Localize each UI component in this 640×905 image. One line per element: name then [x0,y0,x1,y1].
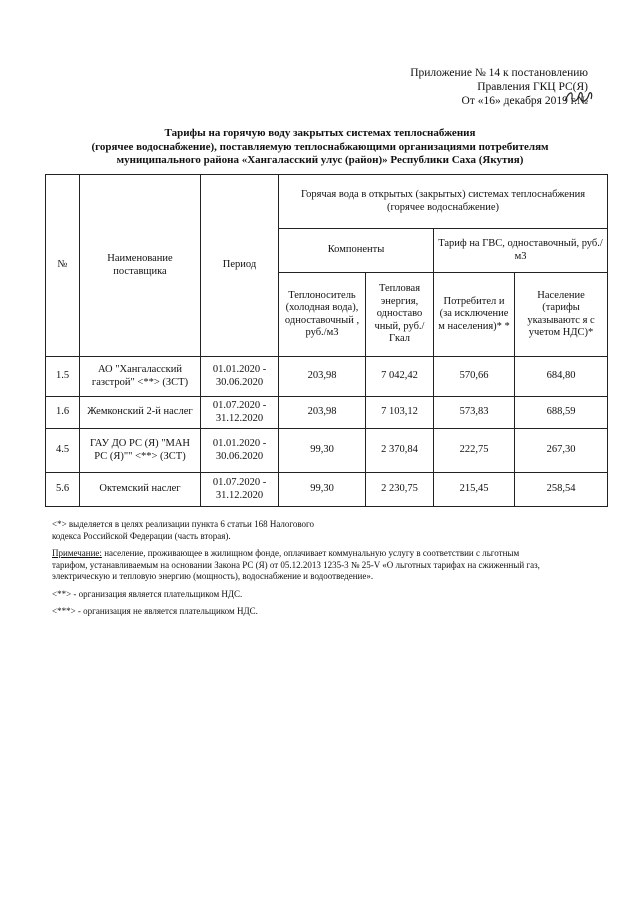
footnote-vat [52,519,640,542]
header-num: № [46,175,80,357]
remark-line-2: тарифом, устанавливаемым на основании Закона РС (Я) от 05.12.2013 1235-3 № 25-V «О льготных тарифах на сжиженный газ, [52,559,540,570]
header-components: Компоненты [279,229,434,273]
appendix-line-1: Приложение № 14 к постановлению [410,67,588,79]
footnote-vat-payer: <**> - организация является плательщиком НДС. [52,588,243,599]
row-energy: 7 103,12 [366,397,434,429]
table-row [46,473,608,507]
appendix-line-3: От «16» декабря 2019 г.№ [461,95,588,107]
table-row [46,357,608,397]
tariff-table [45,174,608,507]
table-row [46,429,608,473]
table-row [46,397,608,429]
row-coolant: 99,30 [279,429,366,473]
row-supplier: ГАУ ДО РС (Я) "МАН РС (Я)"" <**> (ЗСТ) [80,429,201,473]
header-tariff: Тариф на ГВС, одноставочный, руб./м3 [434,229,608,273]
header-hot-water-group: Горячая вода в открытых (закрытых) системах теплоснабжения (горячее водоснабжение) [279,175,608,229]
row-consumers: 573,83 [434,397,515,429]
footnotes [52,519,640,624]
row-population: 684,80 [515,357,608,397]
row-consumers: 570,66 [434,357,515,397]
row-period: 01.07.2020 - 31.12.2020 [201,397,279,429]
row-population: 258,54 [515,473,608,507]
row-consumers: 215,45 [434,473,515,507]
row-num: 1.6 [46,397,80,429]
row-supplier: Жемконский 2-й наслег [80,397,201,429]
header-consumers: Потребител и (за исключение м населения)* * [434,273,515,357]
title-line-2: (горячее водоснабжение), поставляемую теплоснабжающими организациями потребителям [91,140,549,153]
footnote-vat-line-2: кодекса Российской Федерации (часть вторая). [52,530,231,541]
row-energy: 7 042,42 [366,357,434,397]
row-period: 01.01.2020 - 30.06.2020 [201,429,279,473]
row-coolant: 203,98 [279,397,366,429]
row-energy: 2 230,75 [366,473,434,507]
row-period: 01.07.2020 - 31.12.2020 [201,473,279,507]
handwritten-number-signature [563,89,595,105]
footnote-vat-line-1: <*> выделяется в целях реализации пункта 6 статьи 168 Налогового [52,519,315,529]
remark-line-3: электрическую и тепловую энергию (мощность), водоснабжение и водоотведение». [52,571,374,581]
document-title [40,127,600,168]
row-coolant: 203,98 [279,357,366,397]
row-num: 4.5 [46,429,80,473]
title-line-3: муниципального района «Хангаласский улус (район)» Республики Саха (Якутия) [116,154,524,166]
header-period: Период [201,175,279,357]
remark-line-1: население, проживающее в жилищном фонде, оплачивает коммунальную услугу в соответствии с льготным [101,548,520,558]
appendix-header [410,66,588,108]
footnote-remark [52,548,640,583]
appendix-line-2: Правления ГКЦ РС(Я) [477,81,588,93]
row-period: 01.01.2020 - 30.06.2020 [201,357,279,397]
header-row-1 [46,175,608,229]
row-supplier: АО "Хангаласский газстрой" <**> (ЗСТ) [80,357,201,397]
row-supplier: Октемский наслег [80,473,201,507]
row-consumers: 222,75 [434,429,515,473]
row-num: 1.5 [46,357,80,397]
row-population: 267,30 [515,429,608,473]
remark-label: Примечание: [52,548,102,558]
row-energy: 2 370,84 [366,429,434,473]
row-num: 5.6 [46,473,80,507]
header-population: Население (тарифы указываютс я с учетом НДС)* [515,273,608,357]
row-population: 688,59 [515,397,608,429]
title-line-1: Тарифы на горячую воду закрытых системах теплоснабжения [164,127,476,139]
header-energy: Тепловая энергия, одноставо чный, руб./Гкал [366,273,434,357]
header-supplier: Наименование поставщика [80,175,201,357]
row-coolant: 99,30 [279,473,366,507]
header-coolant: Теплоноситель (холодная вода), одноставочный , руб./м3 [279,273,366,357]
footnote-non-vat-payer: <***> - организация не является плательщиком НДС. [52,606,258,616]
